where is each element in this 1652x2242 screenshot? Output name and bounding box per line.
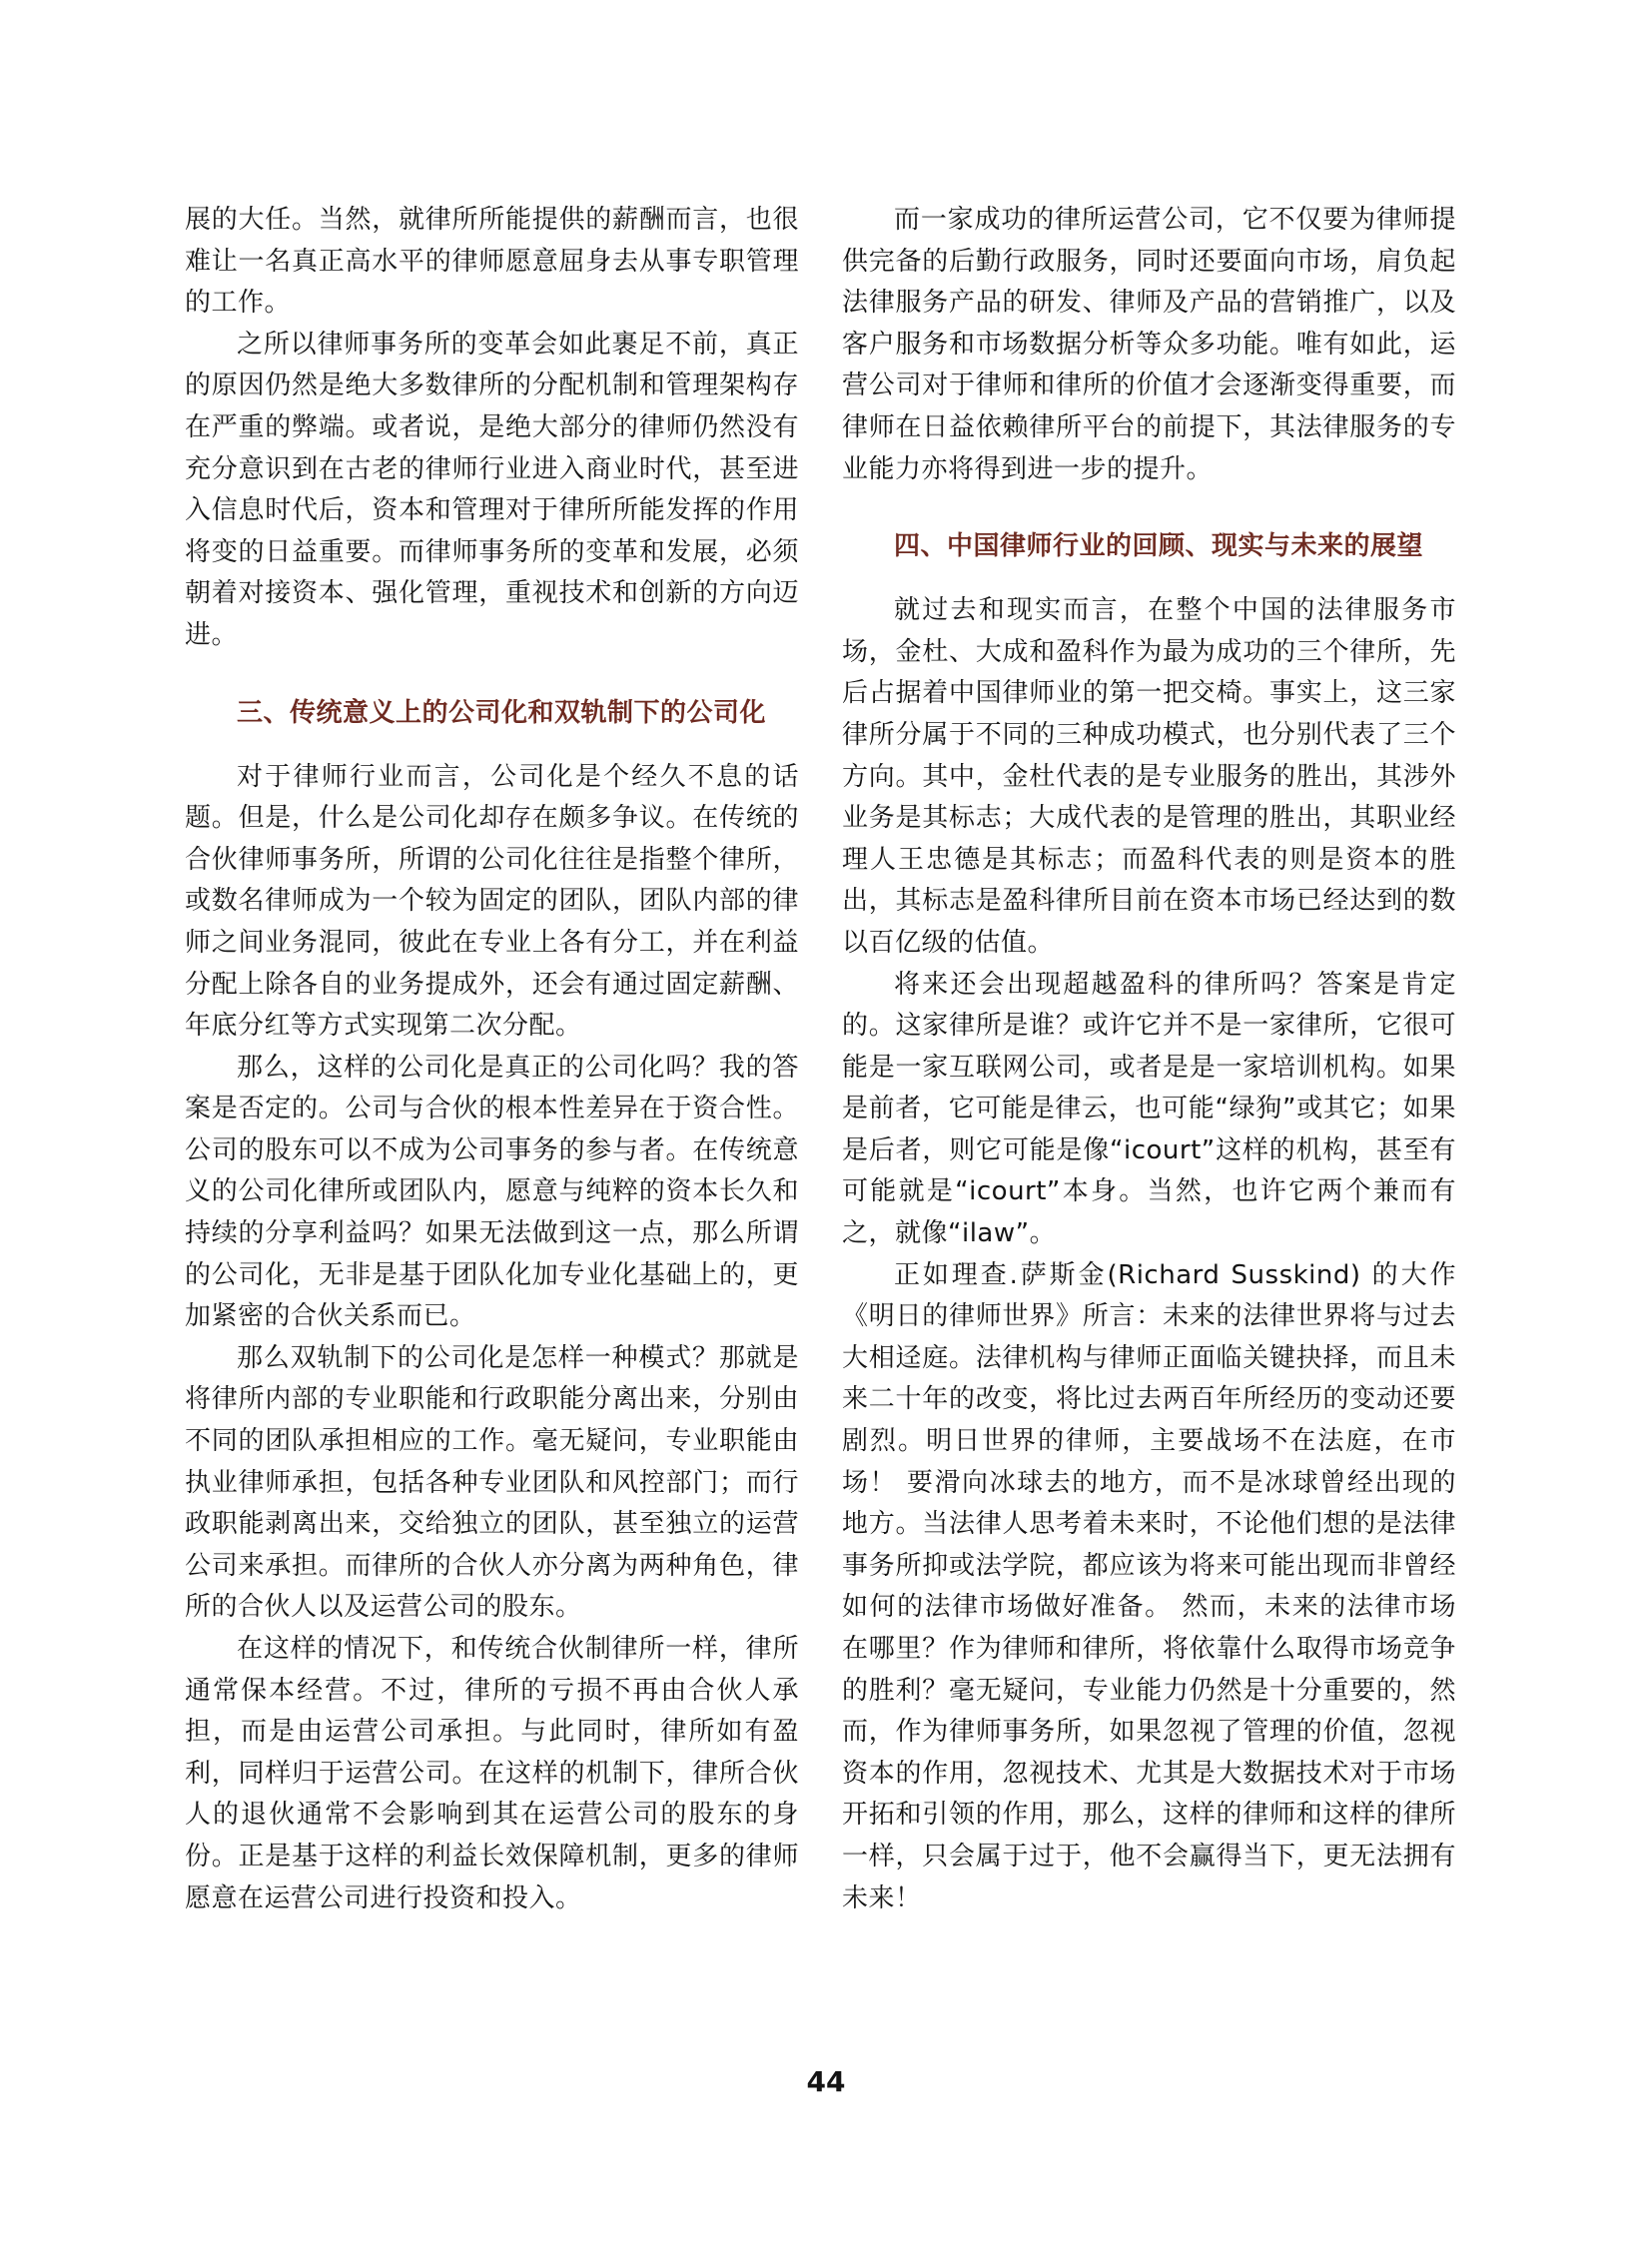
- page-number: 44: [806, 2065, 846, 2098]
- section-heading-4: 四、中国律师行业的回顾、现实与未来的展望: [894, 531, 1424, 562]
- section-heading-3: 三、传统意义上的公司化和双轨制下的公司化: [237, 697, 767, 728]
- paragraph: 而一家成功的律所运营公司，它不仅要为律师提供完备的后勤行政服务，同时还要面向市场，肩负起法律服务产品的研发、律师及产品的营销推广，以及客户服务和市场数据分析等众多功能。唯有如此，运营公司对于律师和律所的价值才会逐渐变得重要，而律师在日益依赖律所平台的前提下，其法律服务的专业能力亦将得到进一步的提升。: [842, 205, 1456, 484]
- right-column: [842, 200, 1456, 1919]
- paragraph: 对于律师行业而言，公司化是个经久不息的话题。但是，什么是公司化却存在颇多争议。在传统的合伙律师事务所，所谓的公司化往往是指整个律所，或数名律师成为一个较为固定的团队，团队内部的律师之间业务混同，彼此在专业上各有分工，并在利益分配上除各自的业务提成外，还会有通过固定薪酬、年底分红等方式实现第二次分配。: [185, 761, 799, 1042]
- paragraph: 将来还会出现超越盈科的律所吗？答案是肯定的。这家律所是谁？或许它并不是一家律所，它很可能是一家互联网公司，或者是是一家培训机构。如果是前者，它可能是律云，也可能“绿狗”或其它；如果是后者，则它可能是像“icourt”这样的机构，甚至有可能就是“icourt”本身。当然，也许它两个兼而有之，就像“ilaw”。: [842, 969, 1456, 1249]
- paragraph: 正如理查.萨斯金(Richard Susskind) 的大作《明日的律师世界》所言：未来的法律世界将与过去大相迳庭。法律机构与律师正面临关键抉择，而且未来二十年的改变，将比过去两百年所经历的变动还要剧烈。明日世界的律师，主要战场不在法庭，在市场！ 要滑向冰球去的地方，而不是冰球曾经出现的地方。当法律人思考着未来时，不论他们想的是法律事务所抑或法学院，都应该为将来可能出现而非曾经如何的法律市场做好准备。 然而，未来的法律市场在哪里？作为律师和律所，将依靠什么取得市场竞争的胜利？毫无疑问，专业能力仍然是十分重要的，然而，作为律师事务所，如果忽视了管理的价值，忽视资本的作用，忽视技术、尤其是大数据技术对于市场开拓和引领的作用，那么，这样的律师和这样的律所一样，只会属于过于，他不会赢得当下，更无法拥有未来！: [842, 1259, 1456, 1913]
- paragraph: 在这样的情况下，和传统合伙制律所一样，律所通常保本经营。不过，律所的亏损不再由合伙人承担，而是由运营公司承担。与此同时，律所如有盈利，同样归于运营公司。在这样的机制下，律所合伙人的退伙通常不会影响到其在运营公司的股东的身份。正是基于这样的利益长效保障机制，更多的律师愿意在运营公司进行投资和投入。: [185, 1634, 799, 1913]
- paragraph: 那么，这样的公司化是真正的公司化吗？我的答案是否定的。公司与合伙的根本性差异在于资合性。公司的股东可以不成为公司事务的参与者。在传统意义的公司化律所或团队内，愿意与纯粹的资本长久和持续的分享利益吗？如果无法做到这一点，那么所谓的公司化，无非是基于团队化加专业化基础上的，更加紧密的合伙关系而已。: [185, 1052, 799, 1332]
- paragraph: 那么双轨制下的公司化是怎样一种模式？那就是将律所内部的专业职能和行政职能分离出来，分别由不同的团队承担相应的工作。毫无疑问，专业职能由执业律师承担，包括各种专业团队和风控部门；而行政职能剥离出来，交给独立的团队，甚至独立的运营公司来承担。而律所的合伙人亦分离为两种角色，律所的合伙人以及运营公司的股东。: [185, 1342, 799, 1623]
- paragraph: 就过去和现实而言，在整个中国的法律服务市场，金杜、大成和盈科作为最为成功的三个律所，先后占据着中国律师业的第一把交椅。事实上，这三家律所分属于不同的三种成功模式，也分别代表了三个方向。其中，金杜代表的是专业服务的胜出，其涉外业务是其标志；大成代表的是管理的胜出，其职业经理人王忠德是其标志；而盈科代表的则是资本的胜出，其标志是盈科律所目前在资本市场已经达到的数以百亿级的估值。: [842, 595, 1456, 958]
- paragraph: 之所以律师事务所的变革会如此裹足不前，真正的原因仍然是绝大多数律所的分配机制和管理架构存在严重的弊端。或者说，是绝大部分的律师仍然没有充分意识到在古老的律师行业进入商业时代，甚至进入信息时代后，资本和管理对于律所所能发挥的作用将变的日益重要。而律师事务所的变革和发展，必须朝着对接资本、强化管理，重视技术和创新的方向迈进。: [185, 329, 799, 650]
- left-column: [185, 200, 799, 1919]
- paragraph: 展的大任。当然，就律所所能提供的薪酬而言，也很难让一名真正高水平的律师愿意屈身去从事专职管理的工作。: [185, 205, 799, 319]
